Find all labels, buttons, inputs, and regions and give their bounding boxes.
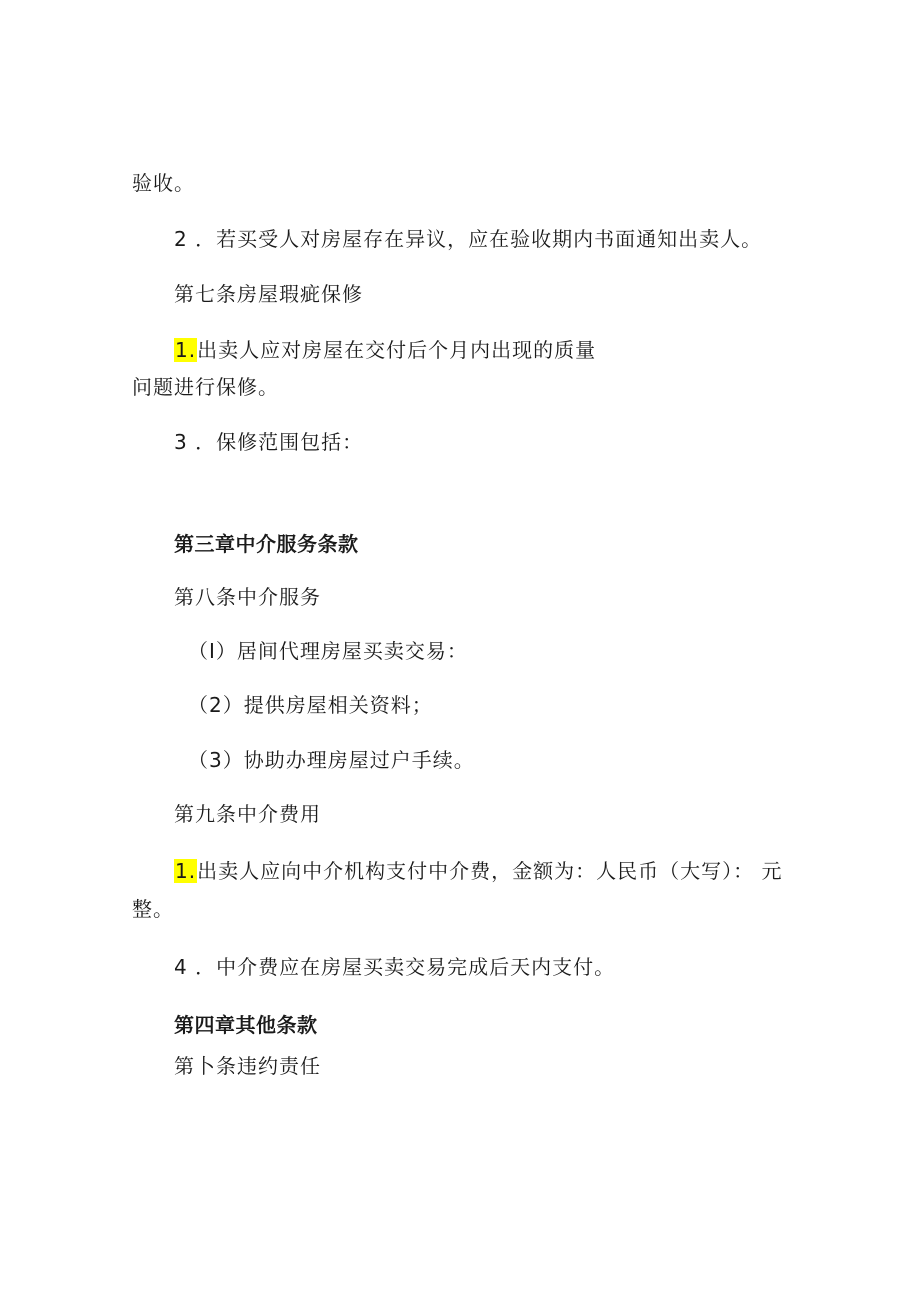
article-7-heading: 第七条房屋瑕疵保修 [174,282,363,306]
article-7-item-1 [174,336,596,364]
highlighted-item-number: 1. [175,338,197,362]
highlighted-item-number: 1. [175,859,197,883]
chapter-3-heading: 第三章中介服务条款 [174,532,359,556]
article-9-item-4: 4 ．中介费应在房屋买卖交易完成后天内支付。 [174,955,616,979]
article-8-item-2: （2）提供房屋相关资料； [188,693,433,717]
article-9-heading: 第九条中介费用 [174,802,321,826]
article-9-item-1-continuation: 整。 [132,897,174,921]
article-7-item-1-text: 出卖人应对房屋在交付后个月内出现的质量 [197,338,597,362]
article-9-item-1 [174,857,782,885]
article-8-item-3: （3）协助办理房屋过户手续。 [188,748,475,772]
item-2-paragraph: 2 ．若买受人对房屋存在异议，应在验收期内书面通知出卖人。 [174,227,763,251]
article-7-item-3: 3 ．保修范围包括： [174,430,364,454]
chapter-4-heading: 第四章其他条款 [174,1013,318,1037]
article-7-item-1-continuation: 问题进行保修。 [132,375,279,399]
article-8-item-1: （I）居间代理房屋买卖交易： [188,639,468,663]
article-9-item-1-text: 出卖人应向中介机构支付中介费，金额为：人民币（大写）： 元 [197,859,783,883]
article-10-heading: 第卜条违约责任 [174,1054,321,1078]
article-8-heading: 第八条中介服务 [174,585,321,609]
continuation-text: 验收。 [132,171,195,195]
